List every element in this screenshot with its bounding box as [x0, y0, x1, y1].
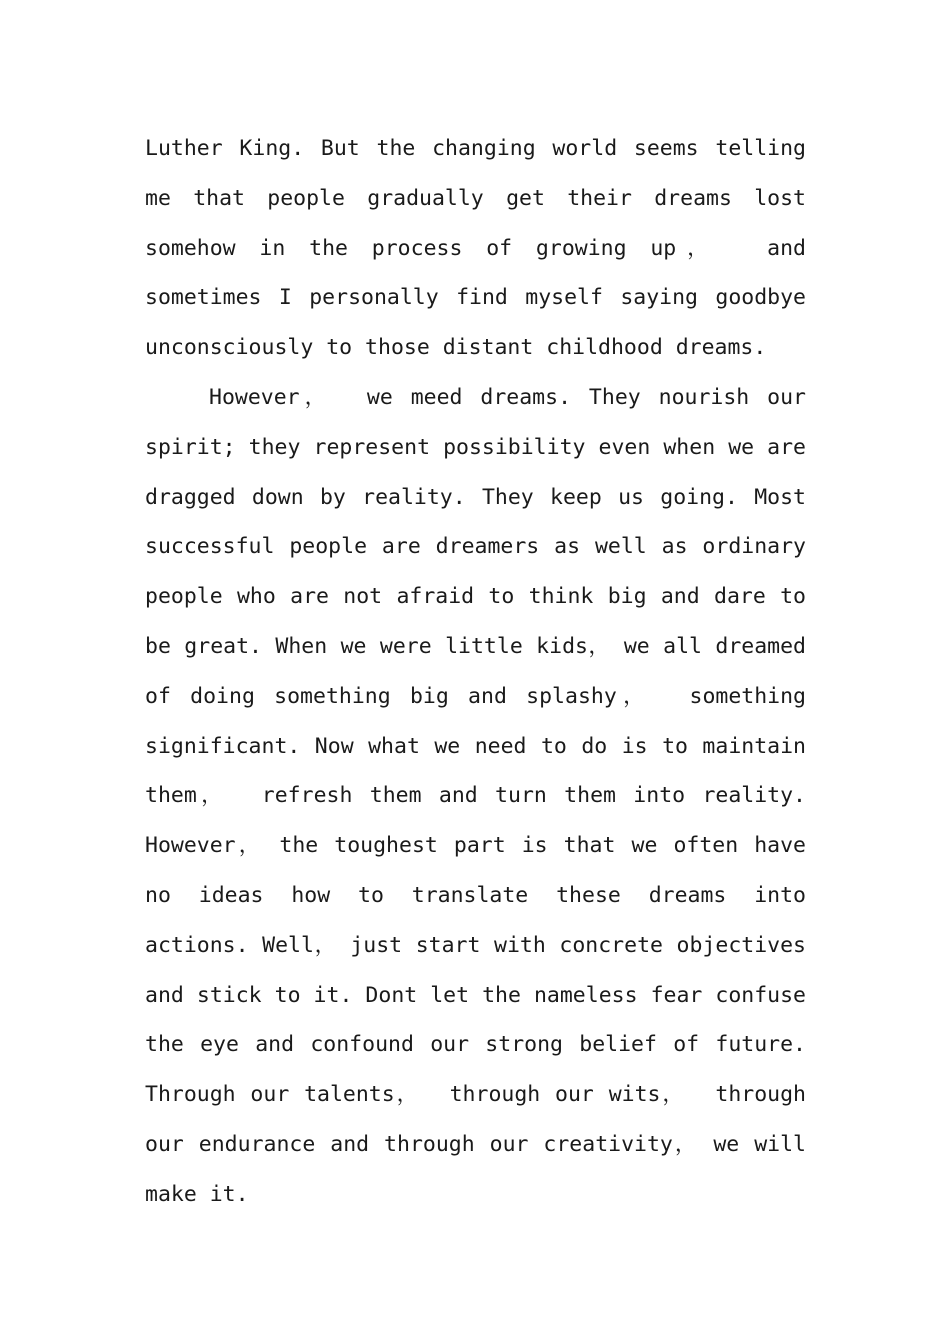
text-line: and stick to it. Dont let the nameless fear confuse	[145, 982, 806, 1008]
text-line: somehow in the process of growing up， and	[145, 235, 806, 261]
text-line: them， refresh them and turn them into reality.	[145, 783, 806, 809]
text-line: Through our talents， through our wits， through	[145, 1082, 806, 1108]
paragraph-1	[145, 124, 806, 373]
text-line: make it.	[145, 1181, 249, 1207]
body-text	[145, 124, 806, 1220]
text-line: be great. When we were little kids， we all dreamed	[145, 633, 806, 659]
text-line: people who are not afraid to think big and dare to	[145, 584, 806, 610]
text-line: me that people gradually get their dreams lost	[145, 185, 806, 211]
text-line: significant. Now what we need to do is to maintain	[145, 733, 806, 759]
text-line: Luther King. But the changing world seems telling	[145, 136, 806, 161]
text-line: unconsciously to those distant childhood dreams.	[145, 335, 767, 361]
text-line: of doing something big and splashy， something	[145, 683, 806, 709]
text-line: the eye and confound our strong belief of future.	[145, 1032, 806, 1058]
text-line: actions. Well， just start with concrete objectives	[145, 932, 806, 958]
text-line: However， the toughest part is that we often have	[145, 833, 806, 859]
text-line: successful people are dreamers as well as ordinary	[145, 534, 806, 560]
text-line: no ideas how to translate these dreams into	[145, 882, 806, 908]
text-line: sometimes I personally find myself saying goodbye	[145, 285, 806, 311]
paragraph-2	[145, 373, 806, 1220]
text-line: spirit; they represent possibility even when we are	[145, 434, 806, 460]
text-line: dragged down by reality. They keep us going. Most	[145, 484, 806, 510]
text-line: However， we meed dreams. They nourish our	[209, 384, 806, 410]
text-line: our endurance and through our creativity， we will	[145, 1131, 806, 1157]
